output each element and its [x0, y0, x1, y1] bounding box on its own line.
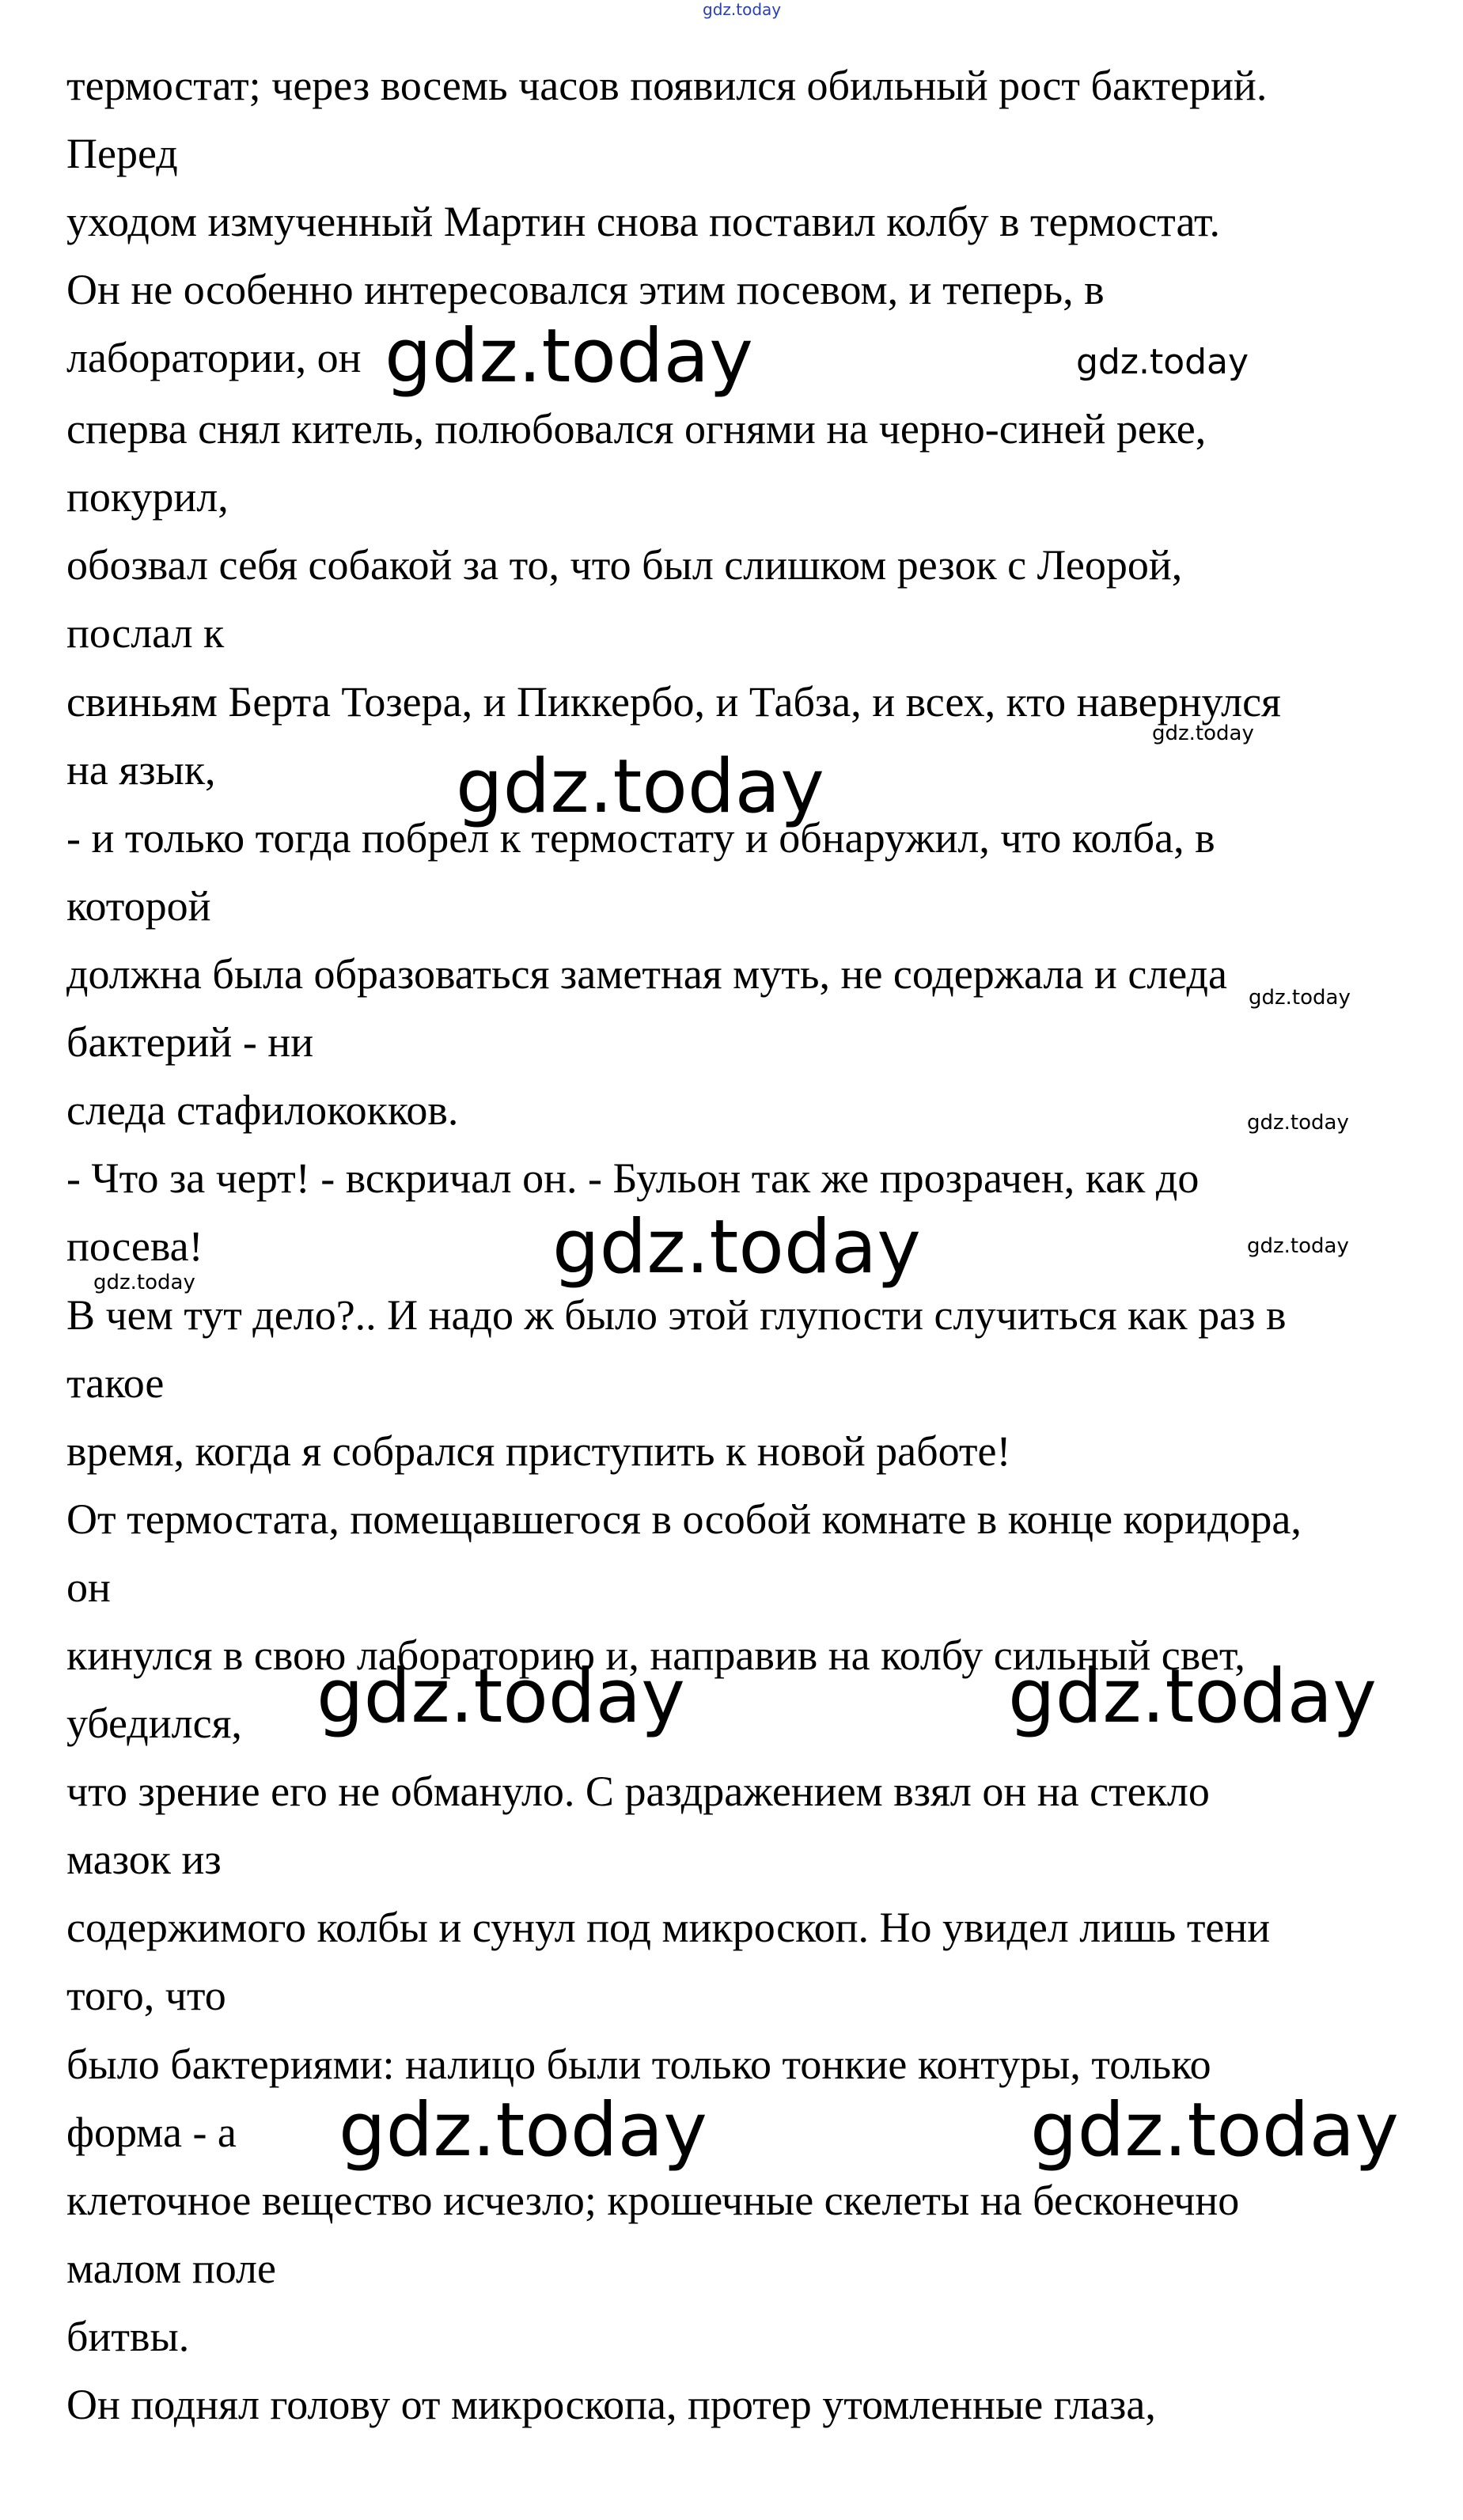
watermark: gdz.today	[385, 313, 753, 400]
text-line: кинулся в свою лабораторию и, направив на колбу сильный свет,	[66, 1631, 1245, 1679]
text-line: было бактериями: налицо были только тонкие контуры, только	[66, 2041, 1211, 2088]
text-line: свиньям Берта Тозера, и Пиккербо, и Табза, и всех, кто навернулся	[66, 678, 1281, 726]
text-line: убедился,	[66, 1700, 242, 1747]
watermark: gdz.today	[1247, 1234, 1349, 1258]
text-line: такое	[66, 1359, 165, 1407]
text-line: которой	[66, 882, 211, 930]
text-line: В чем тут дело?.. И надо ж было этой глупости случиться как раз в	[66, 1291, 1287, 1339]
text-line: форма - а	[66, 2109, 237, 2156]
text-line: Он поднял голову от микроскопа, протер утомленные глаза,	[66, 2381, 1156, 2428]
header-watermark: gdz.today	[703, 0, 782, 19]
watermark: gdz.today	[552, 1204, 921, 1290]
text-line: на язык,	[66, 746, 216, 794]
text-line: следа стафилококков.	[66, 1086, 459, 1134]
watermark: gdz.today	[1152, 722, 1254, 745]
text-line: Перед	[66, 130, 178, 177]
text-line: лаборатории, он	[66, 334, 362, 381]
text-line: уходом измученный Мартин снова поставил колбу в термостат.	[66, 198, 1221, 245]
text-line: малом поле	[66, 2245, 276, 2292]
text-line: - Что за черт! - вскричал он. - Бульон так же прозрачен, как до	[66, 1154, 1200, 1202]
text-line: послал к	[66, 609, 225, 657]
text-line: От термостата, помещавшегося в особой комнате в конце коридора,	[66, 1495, 1302, 1543]
watermark: gdz.today	[316, 1654, 685, 1740]
text-line: что зрение его не обмануло. С раздражением взял он на стекло	[66, 1768, 1210, 1815]
text-line: он	[66, 1563, 111, 1611]
text-line: термостат; через восемь часов появился обильный рост бактерий.	[66, 62, 1268, 109]
watermark: gdz.today	[339, 2087, 707, 2173]
watermark: gdz.today	[1076, 342, 1249, 382]
watermark: gdz.today	[1249, 986, 1351, 1010]
watermark: gdz.today	[1030, 2087, 1399, 2173]
text-line: Он не особенно интересовался этим посевом, и теперь, в	[66, 266, 1105, 313]
watermark: gdz.today	[1247, 1111, 1349, 1135]
text-line: время, когда я собрался приступить к новой работе!	[66, 1427, 1011, 1475]
text-line: - и только тогда побрел к термостату и обнаружил, что колба, в	[66, 814, 1215, 862]
text-line: битвы.	[66, 2313, 190, 2360]
text-line: сперва снял китель, полюбовался огнями на черно-синей реке,	[66, 405, 1207, 453]
text-line: того, что	[66, 1972, 226, 2019]
text-line: бактерий - ни	[66, 1018, 314, 1066]
text-line: содержимого колбы и сунул под микроскоп. Но увидел лишь тени	[66, 1904, 1271, 1951]
text-line: мазок из	[66, 1836, 222, 1883]
watermark: gdz.today	[1008, 1654, 1377, 1740]
text-line: обозвал себя собакой за то, что был слишком резок с Леорой,	[66, 541, 1183, 589]
watermark: gdz.today	[93, 1271, 195, 1294]
text-line: покурил,	[66, 473, 229, 521]
watermark: gdz.today	[456, 744, 824, 830]
text-line: должна была образоваться заметная муть, не содержала и следа	[66, 950, 1227, 998]
text-line: клеточное вещество исчезло; крошечные скелеты на бесконечно	[66, 2177, 1240, 2224]
text-line: посева!	[66, 1222, 203, 1270]
